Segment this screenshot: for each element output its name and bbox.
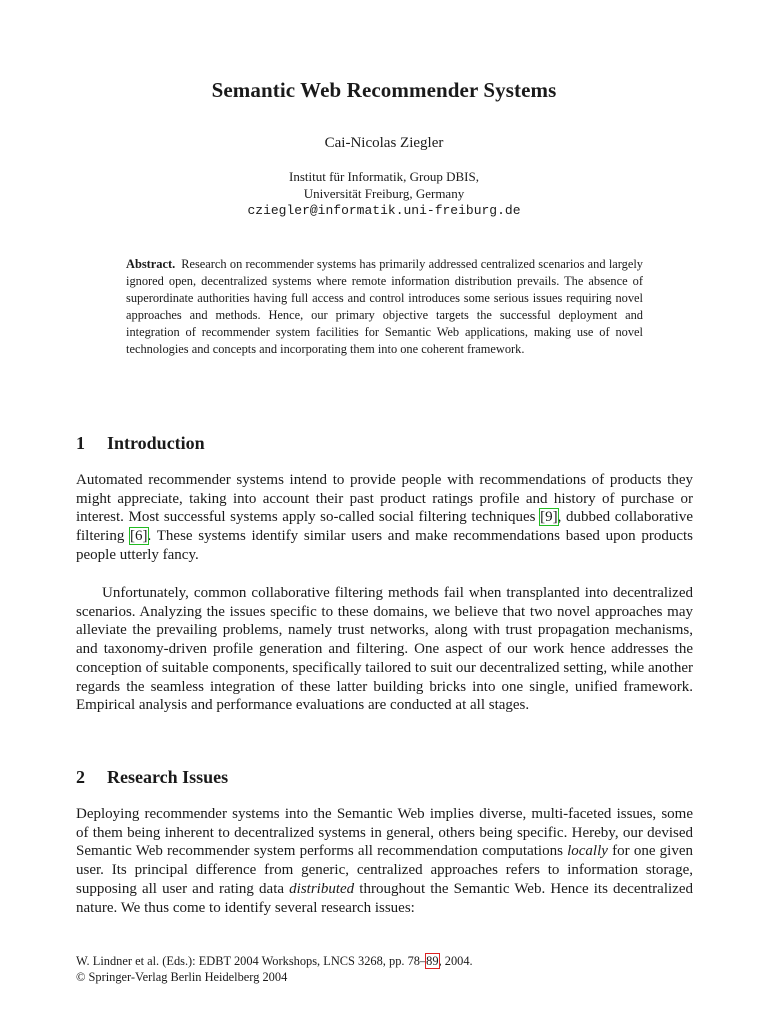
text-run: . These systems identify similar users and make recommendations based upon products people utterly fancy. (76, 528, 693, 563)
citation-line (76, 953, 473, 969)
intro-paragraph-2: Unfortunately, common collaborative filtering methods fail when transplanted into decentralized scenarios. Analyzing the issues specific to these domains, we believe that two novel approaches may alleviate the prevailing problems, namely trust networks, along with trust propagation mechanisms, and taxonomy-driven profile generation and filtering. One aspect of our work hence addresses the conception of suitable components, specifically tailored to suit our decentralized setting, while another regards the seamless integration of these latter building bricks into one single, unified framework. Empirical analysis and performance evaluations are conducted at all stages. (76, 585, 693, 714)
affiliation-university: Universität Freiburg, Germany (303, 186, 465, 201)
author-email[interactable]: cziegler@informatik.uni-freiburg.de (247, 203, 521, 218)
text-run: W. Lindner et al. (Eds.): EDBT 2004 Workshops, LNCS 3268, pp. 78– (76, 954, 427, 968)
emphasis-text: locally (567, 843, 608, 860)
research-issues-paragraph (76, 805, 693, 917)
page-link-89[interactable]: 89 (426, 954, 439, 968)
section-title: Introduction (107, 433, 205, 453)
section-heading-research-issues (76, 767, 228, 788)
abstract (126, 256, 643, 358)
section-title: Research Issues (107, 767, 229, 787)
section-heading-introduction (76, 433, 205, 454)
abstract-text: Research on recommender systems has primarily addressed centralized scenarios and largely ignored open, decentralized systems where remote information distribution prevails. The absence of superordinate authorities having full access and control introduces some serious issues requiring novel approaches and methods. Hence, our primary objective targets the successful deployment and integration of recommender system facilities for Semantic Web applications, making use of novel technologies and concepts and incorporating them into one coherent framework. (126, 257, 643, 356)
affiliation-institute: Institut für Informatik, Group DBIS, (289, 169, 479, 184)
paper-title: Semantic Web Recommender Systems (211, 78, 557, 102)
abstract-label: Abstract. (126, 257, 176, 271)
emphasis-text: distributed (289, 880, 355, 897)
intro-paragraph-1 (76, 471, 693, 565)
author-name: Cai-Nicolas Ziegler (324, 135, 444, 151)
text-run: , dubbed collaborative filtering (76, 509, 693, 545)
section-number: 1 (76, 433, 85, 453)
text-run: Deploying recommender systems into the Semantic Web implies diverse, multi-faceted issues, some of them being inherent to decentralized systems in general, others being specific. Hereby, our devised Semantic Web recommender system performs all recommendation computations (76, 806, 693, 860)
citation-link-6[interactable]: [6] (130, 528, 148, 545)
affiliation-block (0, 168, 768, 219)
publication-footer (76, 953, 473, 985)
text-run: for one given user. Its principal difference from generic, centralized approaches refers to information storage, supposing all user and rating data (76, 843, 693, 897)
copyright-line: © Springer-Verlag Berlin Heidelberg 2004 (76, 970, 288, 984)
text-run: throughout the Semantic Web. Hence its decentralized nature. We thus come to identify several research issues: (76, 880, 693, 916)
text-run: , 2004. (438, 954, 473, 968)
text-run: Automated recommender systems intend to provide people with recommendations of products they might appreciate, taking into account their past product ratings profile and history of purchase or interest. Most successful systems apply so-called social filtering techniques (76, 472, 693, 526)
section-number: 2 (76, 767, 85, 787)
citation-link-9[interactable]: [9] (540, 509, 558, 526)
